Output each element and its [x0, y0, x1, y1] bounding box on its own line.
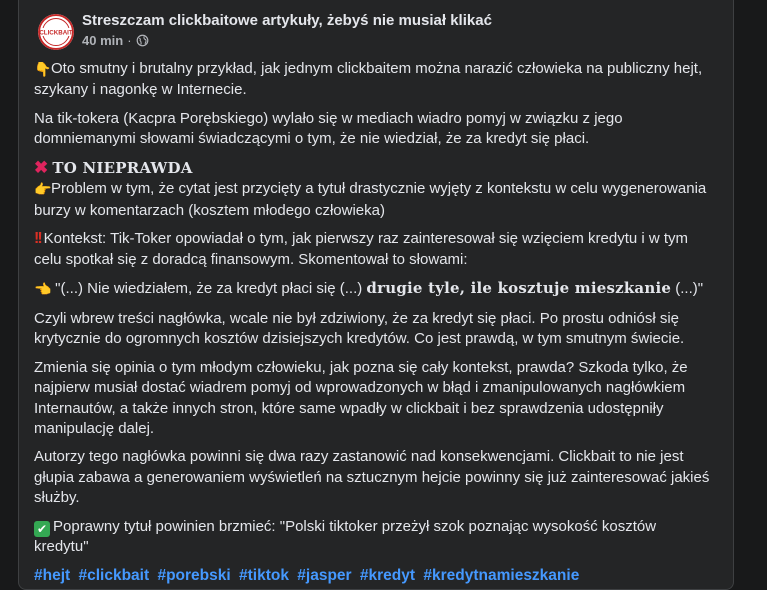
globe-icon[interactable] — [136, 34, 149, 47]
hashtag-list — [34, 566, 714, 586]
cross-mark-icon: ✖ — [34, 157, 49, 177]
hashtag-link[interactable]: #jasper — [297, 566, 352, 584]
paragraph-authors: Autorzy tego nagłówka powinni się dwa razy zastanowić nad konsekwencjami. Clickbait to nie jest głupia zabawa a generowaniem wyświetleń na sztucznym hejcie powinny się już zainteresować jakieś służby. — [34, 448, 710, 507]
not-true-heading: TO NIEPRAWDA — [52, 158, 193, 177]
not-true-line — [34, 158, 714, 179]
double-exclamation-icon: !! — [34, 230, 41, 248]
paragraph-intro: 👇Oto smutny i brutalny przykład, jak jednym clickbaitem można narazić człowieka na publiczny hejt, szykany i nagonkę w Internecie. — [34, 60, 703, 99]
hashtag-link[interactable]: #hejt — [34, 566, 71, 584]
hashtag-link[interactable]: #kredytnamieszkanie — [423, 566, 580, 584]
pointing-hand-icon: 👈 — [34, 282, 52, 299]
post-timestamp[interactable]: 40 min — [82, 33, 124, 48]
hashtag-link[interactable]: #tiktok — [239, 566, 289, 584]
page-name-link[interactable]: Streszczam clickbaitowe artykuły, żebyś nie musiał klikać — [82, 12, 492, 29]
quote-bold: drugie tyle, ile kosztuje mieszkanie — [366, 279, 672, 298]
meta-separator: · — [127, 33, 132, 48]
avatar[interactable] — [38, 14, 74, 50]
check-mark-icon: ✔ — [34, 521, 50, 537]
paragraph-correct-title: ✔ Poprawny tytuł powinien brzmieć: "Polski tiktoker przeżył szok poznając wysokość kosztów kredytu" — [34, 517, 657, 556]
hashtag-link[interactable]: #clickbait — [78, 566, 150, 584]
post-meta — [82, 33, 149, 48]
clickbait-logo-icon — [38, 14, 74, 50]
post-body — [34, 59, 714, 586]
paragraph-quote: 👈 "(...) Nie wiedziałem, że za kredyt płaci się (...) drugie tyle, ile kosztuje mieszkanie (...)" — [34, 278, 714, 300]
post-card — [18, 0, 734, 590]
hashtag-link[interactable]: #porebski — [157, 566, 231, 584]
paragraph-conclusion: Czyli wbrew treści nagłówka, wcale nie był zdziwiony, że za kredyt się płaci. Po prostu odniósł się krytycznie do ogromnych kosztów dzisiejszych kredytów. Co jest prawdą, w tym smutnym świecie. — [34, 309, 685, 348]
paragraph-opinion: Zmienia się opinia o tym młodym człowieku, jak pozna się cały kontekst, prawda? Szkoda tylko, że najpierw musiał dostać wiadrem pomyj od wprowadzonych w błąd i zmanipulowanych nagłówkiem Internautów, a także innych stron, które same wpadły w clickbait i bez sprawdzenia udostępniły manipulację dalej. — [34, 358, 688, 437]
pointing-down-icon: 👇 — [34, 62, 52, 78]
paragraph-context: !! Kontekst: Tik-Toker opowiadał o tym, jak pierwszy raz zainteresował się wzięciem kredytu i w tym celu spotkał się z doradcą finansowym. Skomentował to słowami: — [34, 230, 689, 268]
pointing-right-icon: 👉 — [34, 182, 52, 199]
paragraph-problem: 👉Problem w tym, że cytat jest przycięty a tytuł drastycznie wyjęty z kontekstu w celu wygenerowania burzy w komentarzach (kosztem młodego człowieka) — [34, 180, 707, 219]
svg-text:CLICKBAIT: CLICKBAIT — [39, 29, 73, 37]
paragraph-story: Na tik-tokera (Kacpra Porębskiego) wylało się w mediach wiadro pomyj w związku z jego domniemanymi słowami świadczącymi o tym, że nie wiedział, że za kredyt się płaci. — [34, 109, 623, 148]
post-header — [36, 10, 723, 52]
hashtag-link[interactable]: #kredyt — [359, 566, 416, 584]
